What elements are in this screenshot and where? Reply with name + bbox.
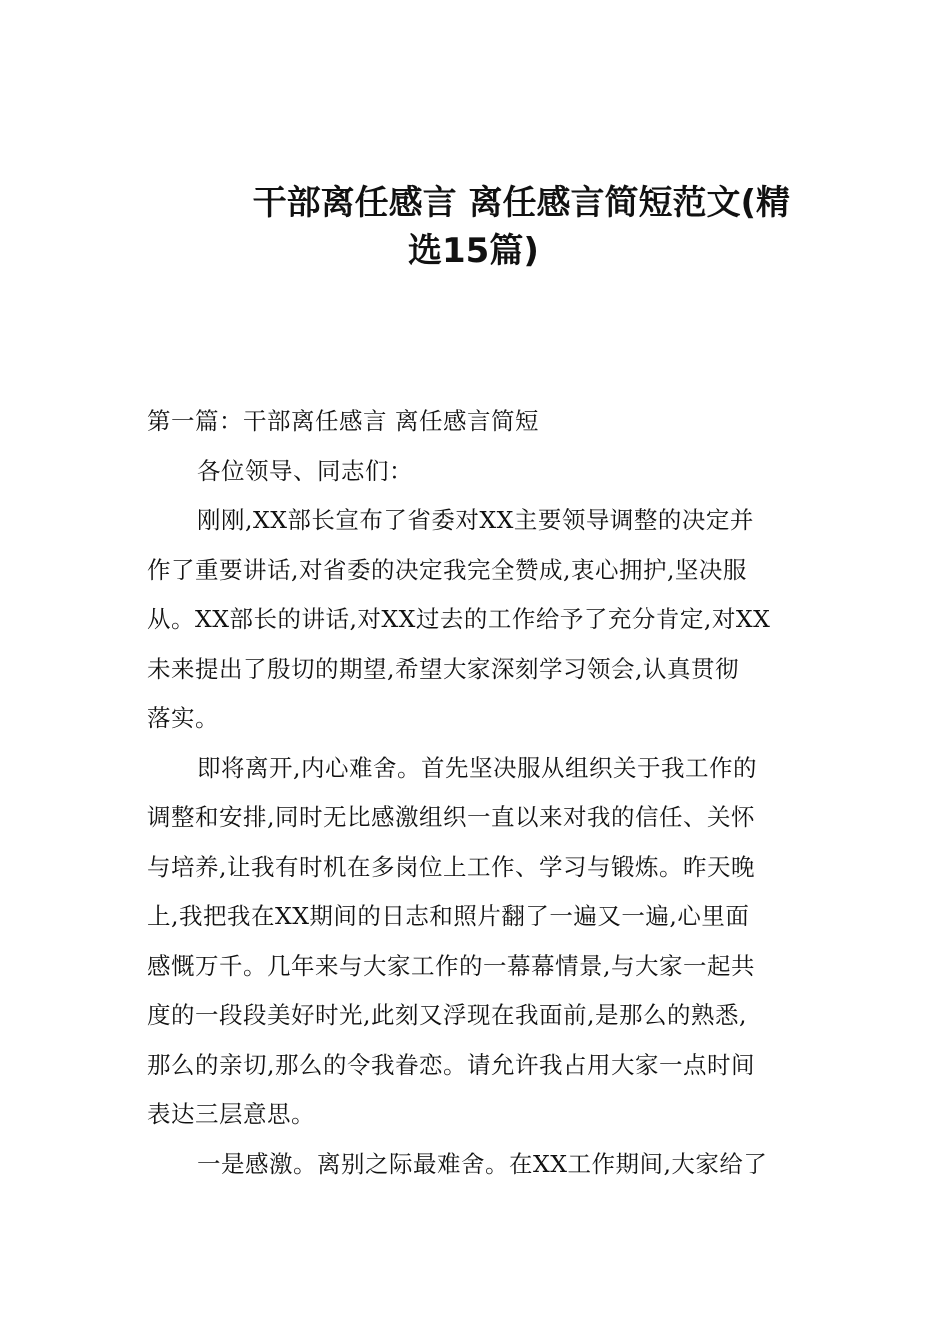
paragraph-1-line: 作了重要讲话,对省委的决定我完全赞成,衷心拥护,坚决服 xyxy=(147,555,747,584)
paragraph-2-line: 表达三层意思。 xyxy=(147,1100,315,1128)
document-title-line-2: 选15篇) xyxy=(408,231,539,271)
document-title-line-1: 干部离任感言 离任感言简短范文(精 xyxy=(252,183,790,223)
paragraph-1-line: 从。XX部长的讲话,对XX过去的工作给予了充分肯定,对XX xyxy=(147,605,771,633)
paragraph-2-line: 与培养,让我有时机在多岗位上工作、学习与锻炼。昨天晚 xyxy=(147,852,755,881)
paragraph-1-line: 刚刚,XX部长宣布了省委对XX主要领导调整的决定并 xyxy=(197,506,754,534)
paragraph-2-line: 上,我把我在XX期间的日志和照片翻了一遍又一遍,心里面 xyxy=(147,902,750,930)
paragraph-2-line: 那么的亲切,那么的令我眷恋。请允许我占用大家一点时间 xyxy=(147,1050,755,1079)
paragraph-3-line: 一是感激。离别之际最难舍。在XX工作期间,大家给了 xyxy=(197,1149,768,1178)
paragraph-2-line: 调整和安排,同时无比感激组织一直以来对我的信任、关怀 xyxy=(147,803,755,831)
paragraph-2-line: 即将离开,内心难舍。首先坚决服从组织关于我工作的 xyxy=(197,753,757,782)
greeting: 各位领导、同志们： xyxy=(197,456,413,485)
section-heading: 第一篇：干部离任感言 离任感言简短 xyxy=(147,407,539,435)
document-body xyxy=(147,397,807,1189)
paragraph-1-line: 落实。 xyxy=(147,704,219,732)
paragraph-1-line: 未来提出了殷切的期望,希望大家深刻学习领会,认真贯彻 xyxy=(147,654,739,683)
paragraph-2-line: 感慨万千。几年来与大家工作的一幕幕情景,与大家一起共 xyxy=(147,951,755,980)
paragraph-2-line: 度的一段段美好时光,此刻又浮现在我面前,是那么的熟悉, xyxy=(147,1001,747,1029)
